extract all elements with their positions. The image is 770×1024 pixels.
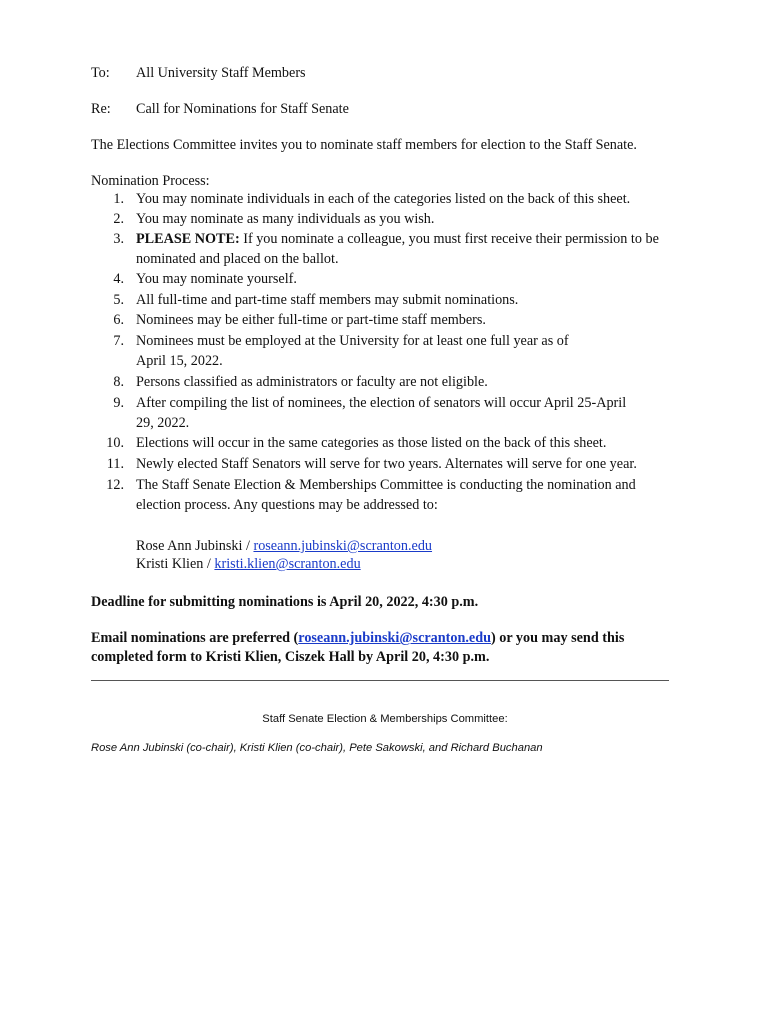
list-item-number: 12.: [106, 477, 124, 493]
list-item-continuation: 29, 2022.: [136, 415, 190, 431]
contact-line: [136, 538, 432, 555]
list-item-number: 8.: [113, 374, 124, 390]
list-item: After compiling the list of nominees, the election of senators will occur April 25-April: [136, 395, 627, 411]
list-item-number: 6.: [113, 312, 124, 328]
re-label: Re:: [91, 101, 111, 117]
list-item: All full-time and part-time staff members may submit nominations.: [136, 292, 519, 308]
list-item: [136, 231, 659, 248]
list-item-number: 10.: [106, 435, 124, 451]
email-note-suffix: ) or you may send this: [490, 630, 625, 646]
divider: [91, 680, 669, 681]
contact-email-link[interactable]: roseann.jubinski@scranton.edu: [253, 538, 433, 554]
list-item-text: If you nominate a colleague, you must first receive their permission to be: [239, 231, 659, 247]
intro-paragraph: The Elections Committee invites you to nominate staff members for election to the Staff Senate.: [91, 137, 637, 153]
list-item-number: 3.: [113, 231, 124, 247]
committee-members: Rose Ann Jubinski (co-chair), Kristi Klien (co-chair), Pete Sakowski, and Richard Buchanan: [91, 742, 543, 754]
list-item-continuation: election process. Any questions may be addressed to:: [136, 497, 438, 513]
list-item-number: 4.: [113, 271, 124, 287]
re-value: Call for Nominations for Staff Senate: [136, 101, 349, 117]
list-item: The Staff Senate Election & Memberships Committee is conducting the nomination and: [136, 477, 636, 493]
list-item-number: 1.: [113, 191, 124, 207]
process-heading: Nomination Process:: [91, 173, 210, 189]
list-item-number: 5.: [113, 292, 124, 308]
list-item-continuation: nominated and placed on the ballot.: [136, 251, 339, 267]
list-item: Nominees must be employed at the University for at least one full year as of: [136, 333, 569, 349]
contact-name: Rose Ann Jubinski /: [136, 538, 254, 554]
list-item: You may nominate as many individuals as you wish.: [136, 211, 435, 227]
list-item-continuation: April 15, 2022.: [136, 353, 223, 369]
list-item: You may nominate yourself.: [136, 271, 297, 287]
email-note-link[interactable]: roseann.jubinski@scranton.edu: [298, 630, 491, 646]
list-item-number: 7.: [113, 333, 124, 349]
email-note-line: [91, 630, 624, 647]
list-item: Nominees may be either full-time or part-time staff members.: [136, 312, 486, 328]
list-item-number: 11.: [106, 456, 124, 472]
email-note-line2: completed form to Kristi Klien, Ciszek Hall by April 20, 4:30 p.m.: [91, 649, 490, 665]
please-note-label: PLEASE NOTE:: [136, 231, 240, 247]
list-item: Newly elected Staff Senators will serve for two years. Alternates will serve for one year.: [136, 456, 637, 472]
email-note-prefix: Email nominations are preferred (: [91, 630, 299, 646]
contact-email-link[interactable]: kristi.klien@scranton.edu: [214, 556, 361, 572]
to-value: All University Staff Members: [136, 65, 306, 81]
list-item-number: 2.: [113, 211, 124, 227]
list-item: Persons classified as administrators or faculty are not eligible.: [136, 374, 488, 390]
list-item-number: 9.: [113, 395, 124, 411]
list-item: You may nominate individuals in each of the categories listed on the back of this sheet.: [136, 191, 631, 207]
contact-line: [136, 556, 361, 573]
committee-title: Staff Senate Election & Memberships Committee:: [262, 713, 508, 725]
contact-name: Kristi Klien /: [136, 556, 215, 572]
deadline-text: Deadline for submitting nominations is April 20, 2022, 4:30 p.m.: [91, 594, 479, 610]
list-item: Elections will occur in the same categories as those listed on the back of this sheet.: [136, 435, 607, 451]
to-label: To:: [91, 65, 110, 81]
